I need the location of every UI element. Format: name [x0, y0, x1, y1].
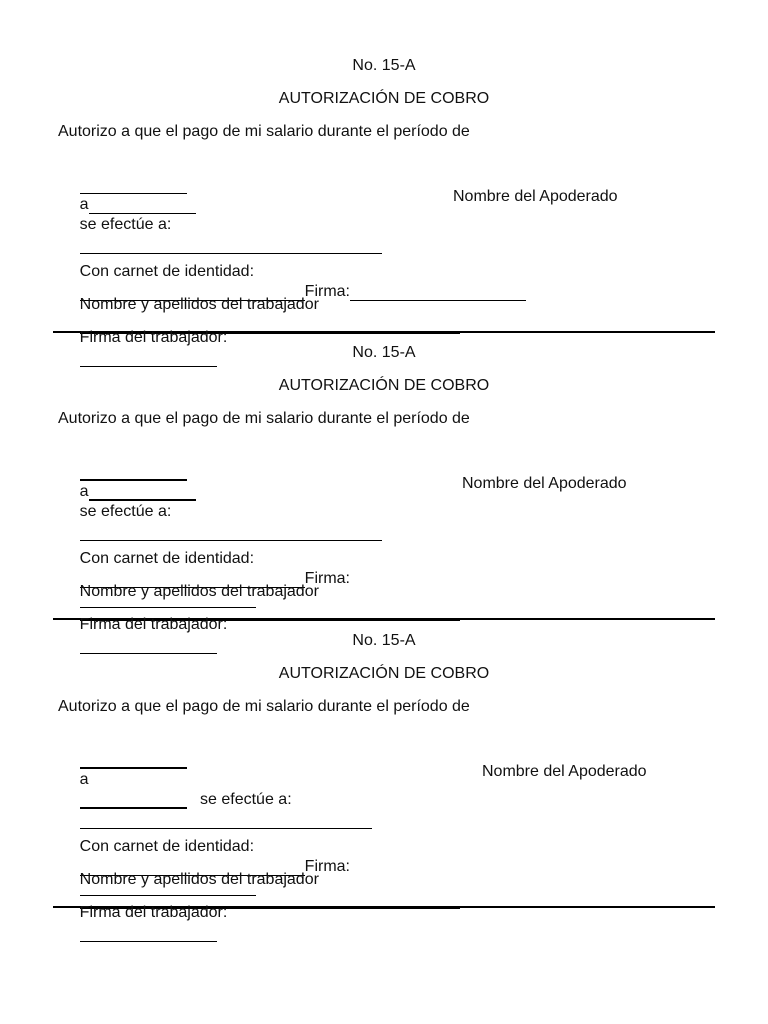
proxy-label: Nombre del Apoderado: [462, 475, 627, 492]
id-label: Con carnet de identidad:: [79, 550, 255, 567]
authorization-form-1: [53, 44, 715, 346]
worker-signature-line: [53, 595, 228, 633]
form-number: No. 15-A: [352, 632, 416, 649]
period-start-field[interactable]: [80, 751, 187, 769]
period-line: [53, 730, 372, 808]
worker-signature-field[interactable]: [80, 925, 217, 942]
authorize-text: Autorizo a que el pago de mi salario durante el período de: [58, 698, 470, 715]
connector-a: a: [79, 771, 89, 788]
effect-text: se efectúe a:: [79, 503, 172, 520]
connector-a: a: [79, 483, 89, 500]
worker-name-label: Nombre y apellidos del trabajador: [79, 296, 319, 313]
id-label: Con carnet de identidad:: [79, 263, 255, 280]
form-title: AUTORIZACIÓN DE COBRO: [278, 90, 490, 107]
period-end-field[interactable]: [89, 483, 196, 501]
connector-a: a: [79, 196, 89, 213]
worker-signature-label: Firma del trabajador:: [79, 616, 228, 633]
worker-signature-line: [53, 883, 228, 921]
worker-name-label: Nombre y apellidos del trabajador: [79, 583, 319, 600]
period-start-field[interactable]: [80, 177, 187, 194]
signature-label: Firma:: [304, 283, 350, 300]
worker-name-line: [53, 850, 460, 888]
signature-label: Firma:: [304, 570, 350, 587]
worker-signature-label: Firma del trabajador:: [79, 329, 228, 346]
worker-name-label: Nombre y apellidos del trabajador: [79, 871, 319, 888]
period-line: [53, 155, 382, 233]
authorize-text: Autorizo a que el pago de mi salario durante el período de: [58, 123, 470, 140]
signature-label: Firma:: [304, 858, 350, 875]
effect-text: se efectúe a:: [200, 791, 292, 808]
form-number: No. 15-A: [352, 344, 416, 361]
worker-name-line: [53, 562, 460, 600]
id-line: [53, 529, 350, 587]
worker-signature-line: [53, 308, 228, 346]
authorize-text: Autorizo a que el pago de mi salario durante el período de: [58, 410, 470, 427]
period-end-field[interactable]: [80, 791, 187, 809]
form-title: AUTORIZACIÓN DE COBRO: [278, 377, 490, 394]
id-line: [53, 817, 350, 875]
authorization-form-2: [53, 331, 715, 633]
id-line: [53, 242, 526, 300]
period-line: [53, 442, 382, 520]
form-title: AUTORIZACIÓN DE COBRO: [278, 665, 490, 682]
period-end-field[interactable]: [89, 197, 196, 214]
proxy-label: Nombre del Apoderado: [482, 763, 647, 780]
authorization-form-3: [53, 619, 715, 921]
proxy-label: Nombre del Apoderado: [453, 188, 618, 205]
id-label: Con carnet de identidad:: [79, 838, 255, 855]
worker-name-line: [53, 275, 460, 313]
form-number: No. 15-A: [352, 57, 416, 74]
period-start-field[interactable]: [80, 463, 187, 481]
effect-text: se efectúe a:: [79, 216, 172, 233]
worker-signature-label: Firma del trabajador:: [79, 904, 228, 921]
